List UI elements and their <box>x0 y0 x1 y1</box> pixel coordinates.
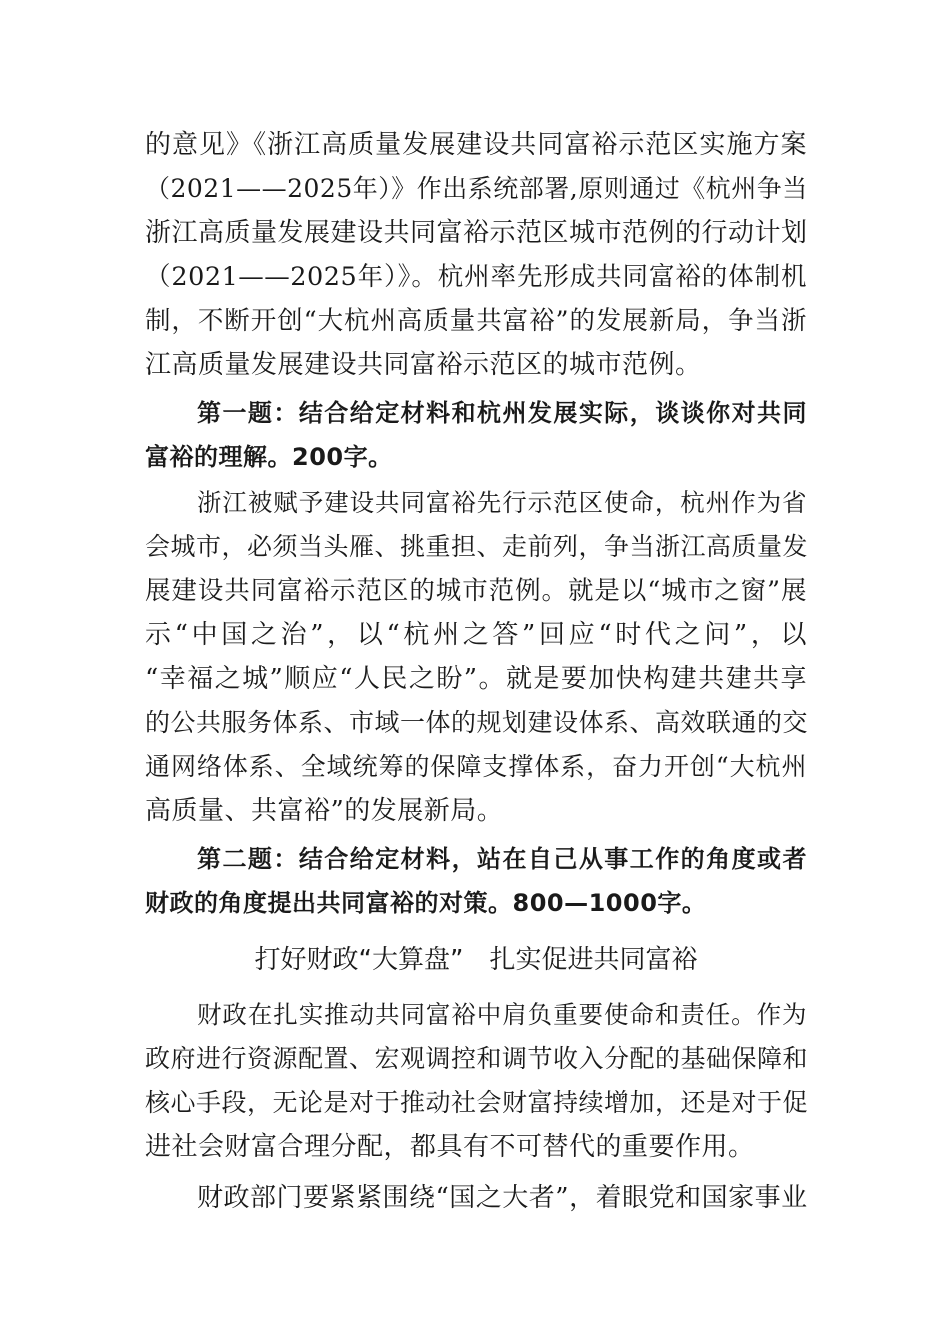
text-line: 进社会财富合理分配，都具有不可替代的重要作用。 <box>145 1132 755 1162</box>
text-line: 通网络体系、全域统筹的保障支撑体系，奋力开创“大杭州 <box>145 752 807 781</box>
text-line: “幸福之城”顺应“人民之盼”。就是要加快构建共建共享 <box>145 664 807 694</box>
question-line: 第一题：结合给定材料和杭州发展实际，谈谈你对共同 <box>197 399 807 427</box>
text-line: 浙江被赋予建设共同富裕先行示范区使命，杭州作为省 <box>197 488 807 517</box>
text-line: （2021——2025年）》作出系统部署,原则通过《杭州争当 <box>145 174 808 203</box>
question-line: 财政的角度提出共同富裕的对策。800—1000字。 <box>145 889 707 917</box>
essay-title: 打好财政“大算盘” 扎实促进共同富裕 <box>254 945 698 975</box>
text-line: （2021——2025年）》。杭州率先形成共同富裕的体制机 <box>145 262 807 292</box>
text-line: 展建设共同富裕示范区的城市范例。就是以“城市之窗”展 <box>145 576 807 606</box>
question-line: 第二题：结合给定材料，站在自己从事工作的角度或者 <box>197 845 807 873</box>
text-line: 高质量、共富裕”的发展新局。 <box>145 796 504 826</box>
text-line: 核心手段，无论是对于推动社会财富持续增加，还是对于促 <box>145 1088 809 1117</box>
text-line: 制，不断开创“大杭州高质量共富裕”的发展新局，争当浙 <box>145 306 807 336</box>
text-line: 浙江高质量发展建设共同富裕示范区城市范例的行动计划 <box>145 218 808 248</box>
text-line: 示“中国之治”，以“杭州之答”回应“时代之问”，以 <box>145 620 807 650</box>
text-line: 江高质量发展建设共同富裕示范区的城市范例。 <box>145 350 702 380</box>
text-line: 的公共服务体系、市域一体的规划建设体系、高效联通的交 <box>145 708 809 737</box>
text-line: 财政部门要紧紧围绕“国之大者”，着眼党和国家事业 <box>197 1183 808 1213</box>
text-line: 的意见》《浙江高质量发展建设共同富裕示范区实施方案 <box>145 130 807 160</box>
question-line: 富裕的理解。200字。 <box>145 443 393 471</box>
text-line: 财政在扎实推动共同富裕中肩负重要使命和责任。作为 <box>197 1000 807 1029</box>
text-line: 会城市，必须当头雁、挑重担、走前列，争当浙江高质量发 <box>145 532 809 561</box>
text-line: 政府进行资源配置、宏观调控和调节收入分配的基础保障和 <box>145 1044 809 1073</box>
